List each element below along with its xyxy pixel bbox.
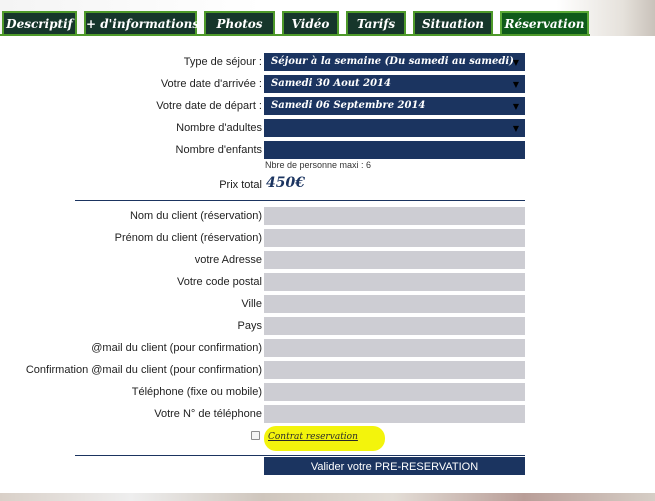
date-arrivee-value: Samedi 30 Aout 2014 [271,78,391,89]
tab-tarifs[interactable]: Tarifs [346,11,406,34]
code-postal-label: Votre code postal [176,276,262,288]
dropdown-arrow-icon: ▼ [512,123,519,133]
divider-top [75,200,525,201]
nom-label: Nom du client (réservation) [129,210,262,222]
telephone-label: Téléphone (fixe ou mobile) [131,386,262,398]
row-type-sejour [0,53,655,71]
telephone-2-label: Votre N° de téléphone [154,408,262,420]
tab-video[interactable]: Vidéo [282,11,339,34]
type-sejour-select[interactable] [264,53,525,71]
adresse-input[interactable] [264,251,525,269]
date-arrivee-label: Votre date d'arrivée : [160,78,262,90]
email-input[interactable] [264,339,525,357]
prenom-input[interactable] [264,229,525,247]
footer-photo-strip [0,493,655,501]
divider-bottom [75,455,525,456]
row-nombre-adultes [0,119,655,137]
type-sejour-value: Séjour à la semaine (Du samedi au samedi) [271,56,514,67]
tab-photos[interactable]: Photos [204,11,275,34]
price-total-value: 450€ [266,175,305,191]
dropdown-arrow-icon: ▼ [512,101,519,111]
row-telephone [0,383,655,401]
price-total-label: Prix total [219,179,262,191]
type-sejour-label: Type de séjour : [183,56,262,68]
telephone-2-input[interactable] [264,405,525,423]
row-ville [0,295,655,313]
email-confirm-input[interactable] [264,361,525,379]
date-depart-label: Votre date de départ : [156,100,262,112]
code-postal-input[interactable] [264,273,525,291]
date-arrivee-select[interactable] [264,75,525,93]
tab-underline [0,34,590,36]
row-telephone-2 [0,405,655,423]
date-depart-value: Samedi 06 Septembre 2014 [271,100,426,111]
row-email [0,339,655,357]
row-date-depart [0,97,655,115]
tab-situation[interactable]: Situation [413,11,493,34]
nombre-adultes-select[interactable] [264,119,525,137]
email-label: @mail du client (pour confirmation) [91,342,262,354]
tab-reservation[interactable]: Réservation [500,11,589,34]
row-nom [0,207,655,225]
telephone-input[interactable] [264,383,525,401]
prenom-label: Prénom du client (réservation) [114,232,262,244]
nombre-enfants-label: Nombre d'enfants [175,144,262,156]
ville-input[interactable] [264,295,525,313]
row-code-postal [0,273,655,291]
contrat-reservation-link[interactable]: Contrat reservation [268,432,358,442]
row-pays [0,317,655,335]
pays-label: Pays [237,320,262,332]
dropdown-arrow-icon: ▼ [512,57,519,67]
email-confirm-label: Confirmation @mail du client (pour confirmation) [25,364,262,376]
ville-label: Ville [241,298,262,310]
nombre-enfants-input[interactable] [264,141,525,159]
date-depart-select[interactable] [264,97,525,115]
row-prenom [0,229,655,247]
max-persons-hint: Nbre de personne maxi : 6 [265,160,372,170]
submit-button[interactable]: Valider votre PRE-RESERVATION [264,457,525,475]
tab-descriptif[interactable]: Descriptif [2,11,77,34]
nombre-adultes-label: Nombre d'adultes [176,122,262,134]
row-nombre-enfants [0,141,655,159]
pays-input[interactable] [264,317,525,335]
nom-input[interactable] [264,207,525,225]
contrat-checkbox[interactable] [251,431,260,440]
row-date-arrivee [0,75,655,93]
adresse-label: votre Adresse [194,254,262,266]
dropdown-arrow-icon: ▼ [512,79,519,89]
row-email-confirm [0,361,655,379]
row-adresse [0,251,655,269]
tab-informations[interactable]: + d'informations [84,11,197,34]
tab-bar [0,11,655,34]
